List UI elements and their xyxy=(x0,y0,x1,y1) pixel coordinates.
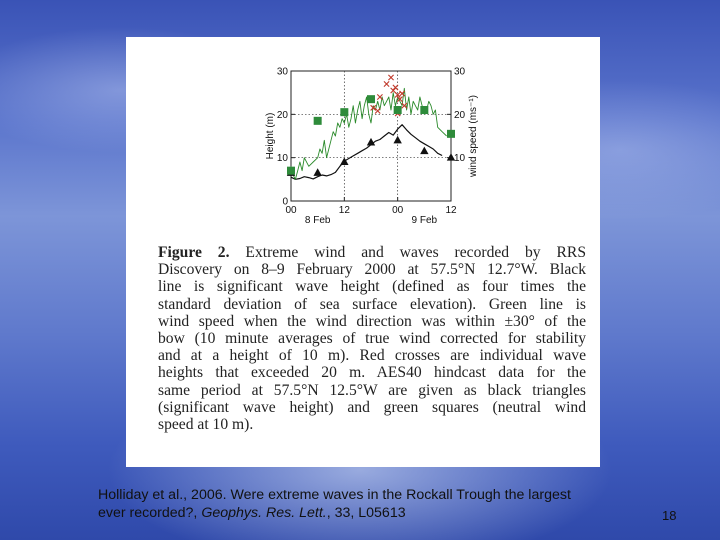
caption-line: wind speed when the wind direction was within ±30° of the xyxy=(158,312,586,330)
x-tick-label: 00 xyxy=(285,205,297,216)
x-tick-label: 12 xyxy=(338,205,350,216)
caption-line: bow (10 minute averages of true wind corrected for stability xyxy=(158,330,586,348)
citation-journal: Geophys. Res. Lett. xyxy=(201,505,327,521)
caption-line: and at a height of 10 m). Red crosses are individual wave xyxy=(158,347,586,365)
date-label: 9 Feb xyxy=(411,215,438,226)
caption-line: heights that exceeded 20 m. AES40 hindcast data for the xyxy=(158,364,586,382)
hindcast-square-marker xyxy=(420,106,428,114)
y-tick-label-right: 30 xyxy=(454,66,466,78)
plot-frame xyxy=(291,71,451,201)
x-tick-label: 12 xyxy=(445,205,457,216)
citation xyxy=(98,486,658,522)
figure-caption xyxy=(158,244,586,433)
citation-plain: ever recorded?, xyxy=(98,505,202,521)
caption-line: standard deviation of sea surface elevation). Green line is xyxy=(158,295,586,313)
citation-line-1: Holliday et al., 2006. Were extreme waves in the Rockall Trough the largest xyxy=(98,487,571,503)
y-axis-label-left: Height (m) xyxy=(265,112,276,160)
wind-wave-chart xyxy=(126,37,600,242)
caption-text: Extreme wind and waves recorded by RRS xyxy=(245,244,586,261)
citation-tail: , 33, L05613 xyxy=(326,505,406,521)
hindcast-square-marker xyxy=(287,167,295,175)
y-axis-label-right: wind speed (ms⁻¹) xyxy=(468,95,479,177)
page-number: 18 xyxy=(662,508,677,523)
y-tick-label-left: 0 xyxy=(282,196,288,208)
date-label: 8 Feb xyxy=(304,215,331,226)
caption-line: same period at 57.5°N 12.5°W are given as black triangles xyxy=(158,381,586,399)
x-tick-label: 00 xyxy=(392,205,404,216)
y-tick-label-left: 10 xyxy=(276,153,288,165)
y-tick-label-right: 20 xyxy=(454,109,466,121)
caption-line: (significant wave height) and green squares (neutral wind xyxy=(158,398,586,416)
hindcast-square-marker xyxy=(394,106,402,114)
hindcast-square-marker xyxy=(447,130,455,138)
y-tick-label-left: 20 xyxy=(276,109,288,121)
citation-line-2 xyxy=(98,504,658,522)
y-tick-label-left: 30 xyxy=(276,66,288,78)
hindcast-square-marker xyxy=(340,108,348,116)
figure-card xyxy=(126,37,600,467)
hindcast-square-marker xyxy=(314,117,322,125)
caption-line-1 xyxy=(158,244,586,261)
hindcast-square-marker xyxy=(367,95,375,103)
caption-line: line is significant wave height (defined as four times the xyxy=(158,278,586,296)
y-tick-label-right: 10 xyxy=(454,153,466,165)
caption-figure-label: Figure 2. xyxy=(158,244,230,261)
caption-line: Discovery on 8–9 February 2000 at 57.5°N 12.7°W. Black xyxy=(158,261,586,279)
caption-line: speed at 10 m). xyxy=(158,416,254,434)
